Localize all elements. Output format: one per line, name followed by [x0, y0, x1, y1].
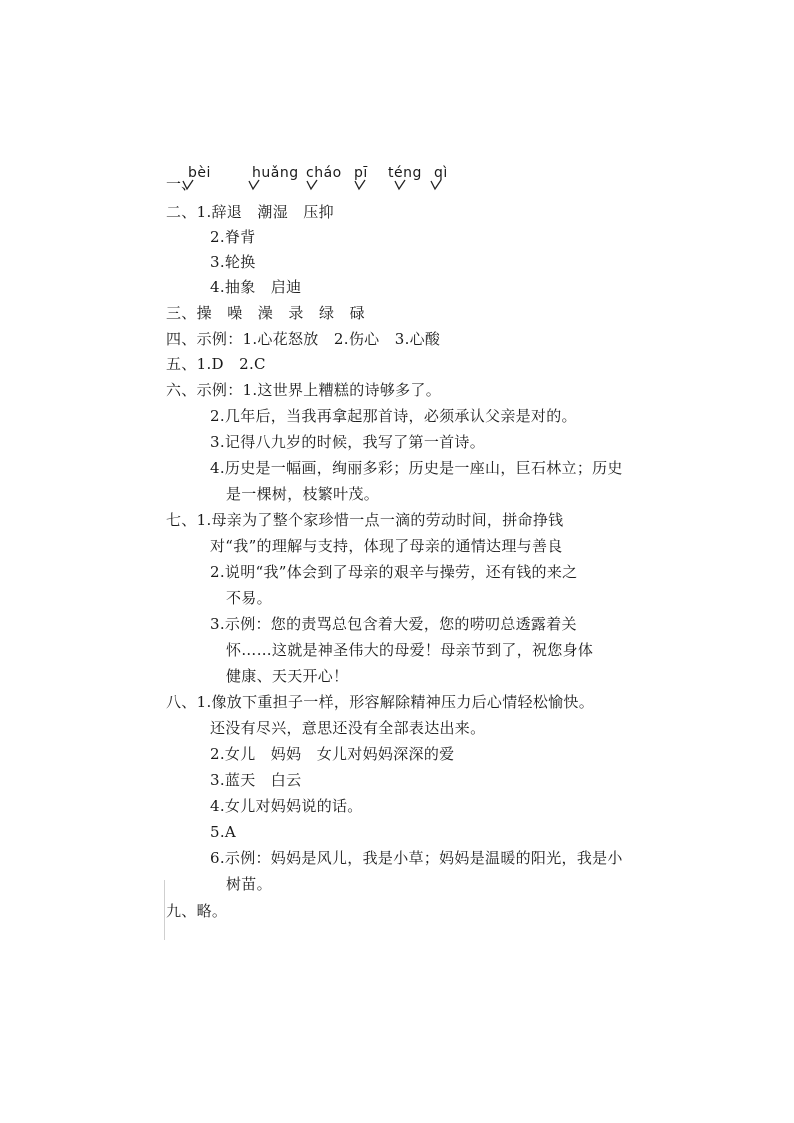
answer-line: 2.女儿 妈妈 女儿对妈妈深深的爱 — [210, 745, 455, 763]
answer-line: 还没有尽兴，意思还没有全部表达出来。 — [210, 719, 486, 737]
answer-line: 3.轮换 — [210, 253, 256, 271]
check-mark-icon — [394, 179, 406, 191]
item-1-label: 一、 — [166, 175, 197, 193]
binding-margin-line — [164, 880, 165, 940]
answer-line: 是一棵树，枝繁叶茂。 — [226, 485, 380, 503]
answer-line: 五、1.D 2.C — [166, 355, 266, 373]
pinyin-answer: qì — [434, 165, 448, 181]
check-mark-icon — [306, 179, 318, 191]
answer-line: 二、1.辞退 潮湿 压抑 — [166, 203, 334, 221]
answer-line: 2.说明“我”体会到了母亲的艰辛与操劳，还有钱的来之 — [210, 563, 578, 581]
answer-line: 对“我”的理解与支持，体现了母亲的通情达理与善良 — [210, 537, 563, 555]
check-mark-icon — [354, 179, 366, 191]
pinyin-answer: huǎng — [252, 165, 299, 181]
answer-line: 4.历史是一幅画，绚丽多彩；历史是一座山，巨石林立；历史 — [210, 459, 623, 477]
answer-line: 2.脊背 — [210, 228, 256, 246]
answer-line: 三、操 噪 澡 录 绿 碌 — [166, 304, 365, 322]
answer-line: 3.蓝天 白云 — [210, 771, 302, 789]
answer-line: 健康、天天开心！ — [226, 667, 349, 685]
answer-line: 九、略。 — [166, 902, 228, 920]
answer-line: 2.几年后，当我再拿起那首诗，必须承认父亲是对的。 — [210, 407, 577, 425]
answer-line: 七、1.母亲为了整个家珍惜一点一滴的劳动时间，拼命挣钱 — [166, 511, 564, 529]
pinyin-answer: téng — [388, 165, 422, 181]
answer-line: 3.示例：您的责骂总包含着大爱，您的唠叨总透露着关 — [210, 615, 577, 633]
check-mark-icon — [248, 179, 260, 191]
answer-line: 6.示例：妈妈是风儿，我是小草；妈妈是温暖的阳光，我是小 — [210, 849, 623, 867]
answer-line: 八、1.像放下重担子一样，形容解除精神压力后心情轻松愉快。 — [166, 693, 595, 711]
pinyin-answer: bèi — [188, 165, 211, 181]
answer-line: 3.记得八九岁的时候，我写了第一首诗。 — [210, 433, 486, 451]
answer-line: 四、示例：1.心花怒放 2.伤心 3.心酸 — [166, 330, 441, 348]
answer-line: 4.抽象 启迪 — [210, 278, 302, 296]
pinyin-answer: pī — [354, 165, 368, 181]
answer-line: 怀……这就是神圣伟大的母爱！母亲节到了，祝您身体 — [226, 641, 594, 659]
answer-line: 4.女儿对妈妈说的话。 — [210, 797, 363, 815]
answer-line: 不易。 — [226, 589, 272, 607]
pinyin-answer: cháo — [306, 165, 342, 181]
check-mark-icon — [182, 179, 194, 191]
answer-line: 树苗。 — [226, 875, 272, 893]
answer-line: 六、示例：1.这世界上糟糕的诗够多了。 — [166, 381, 442, 399]
check-mark-icon — [430, 179, 442, 191]
answer-line: 5.A — [210, 823, 237, 841]
